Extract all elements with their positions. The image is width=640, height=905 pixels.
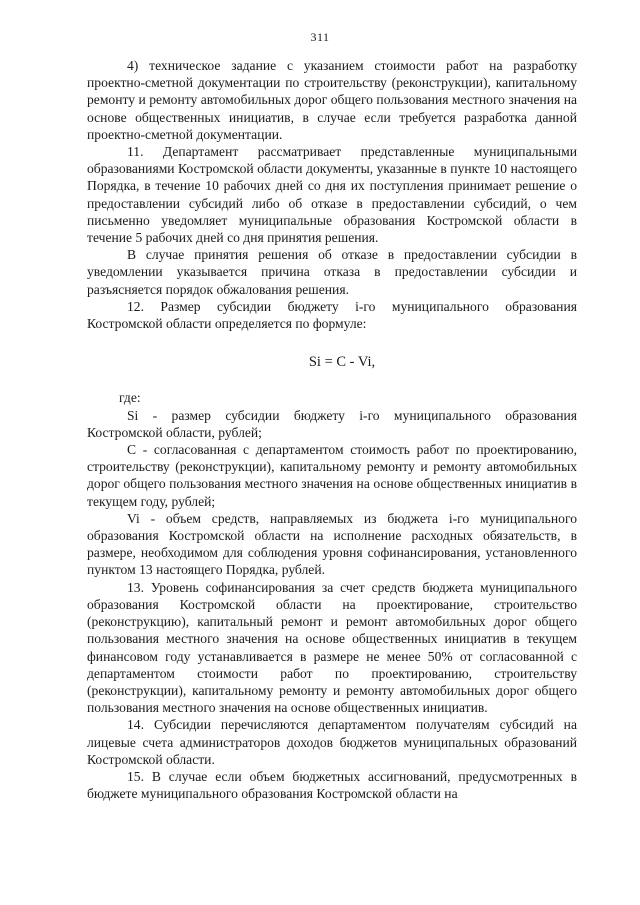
paragraph-clause-12: 12. Размер субсидии бюджету i-го муниципального образования Костромской области определяется по формуле: xyxy=(87,298,577,332)
definition-c: C - согласованная с департаментом стоимость работ по проектированию, строительству (реконструкции), капитальному ремонту и ремонту автомобильных дорог общего пользования местного значения на основе общественных инициатив в текущем году, рублей; xyxy=(87,442,577,509)
where-label: где: xyxy=(119,390,141,406)
document-body xyxy=(87,57,577,802)
paragraph-refusal: В случае принятия решения об отказе в предоставлении субсидии в уведомлении указывается причина отказа в предоставлении субсидии и разъясняется порядок обжалования решения. xyxy=(87,247,577,297)
paragraph-clause-11: 11. Департамент рассматривает представленные муниципальными образованиями Костромской области документы, указанные в пункте 10 настоящего Порядка, в течение 10 рабочих дней со дня их поступления принимает решение о предоставлении субсидий либо об отказе в предоставлении субсидий, о чем письменно уведомляет муниципальные образования Костромской области в течение 5 рабочих дней со дня принятия решения. xyxy=(87,144,577,246)
definition-si: Si - размер субсидии бюджету i-го муниципального образования Костромской области, рублей; xyxy=(87,407,577,440)
paragraph-clause-13: 13. Уровень софинансирования за счет средств бюджета муниципального образования Костромской области на проектирование, строительство (реконструкцию), капитальный ремонт и ремонт автомобильных дорог общего пользования местного значения на основе общественных инициатив в текущем финансовом году устанавливается в размере не менее 50% от согласованной с департаментом стоимости работ по проектированию, строительству (реконструкции), капитальному ремонту и ремонту автомобильных дорог общего пользования местного значения на основе общественных инициатив. xyxy=(87,579,577,716)
subsidy-formula: Si = C - Vi, xyxy=(308,354,376,371)
page-number: 311 xyxy=(310,30,330,44)
definition-vi: Vi - объем средств, направляемых из бюджета i-го муниципального образования Костромской области на исполнение расходных обязательств, в размере, необходимом для соблюдения уровня софинансирования, установленного пунктом 13 настоящего Порядка, рублей. xyxy=(87,510,577,578)
paragraph-item-4: 4) техническое задание с указанием стоимости работ на разработку проектно-сметной документации по строительству (реконструкции), капитальному ремонту и ремонту автомобильных дорог общего пользования местного значения на основе общественных инициатив, в случае если требуется разработка данной проектно-сметной документации. xyxy=(87,58,577,142)
paragraph-clause-15: 15. В случае если объем бюджетных ассигнований, предусмотренных в бюджете муниципального образования Костромской области на xyxy=(87,768,577,802)
paragraph-clause-14: 14. Субсидии перечисляются департаментом получателям субсидий на лицевые счета администраторов доходов бюджетов муниципальных образований Костромской области. xyxy=(87,717,577,767)
